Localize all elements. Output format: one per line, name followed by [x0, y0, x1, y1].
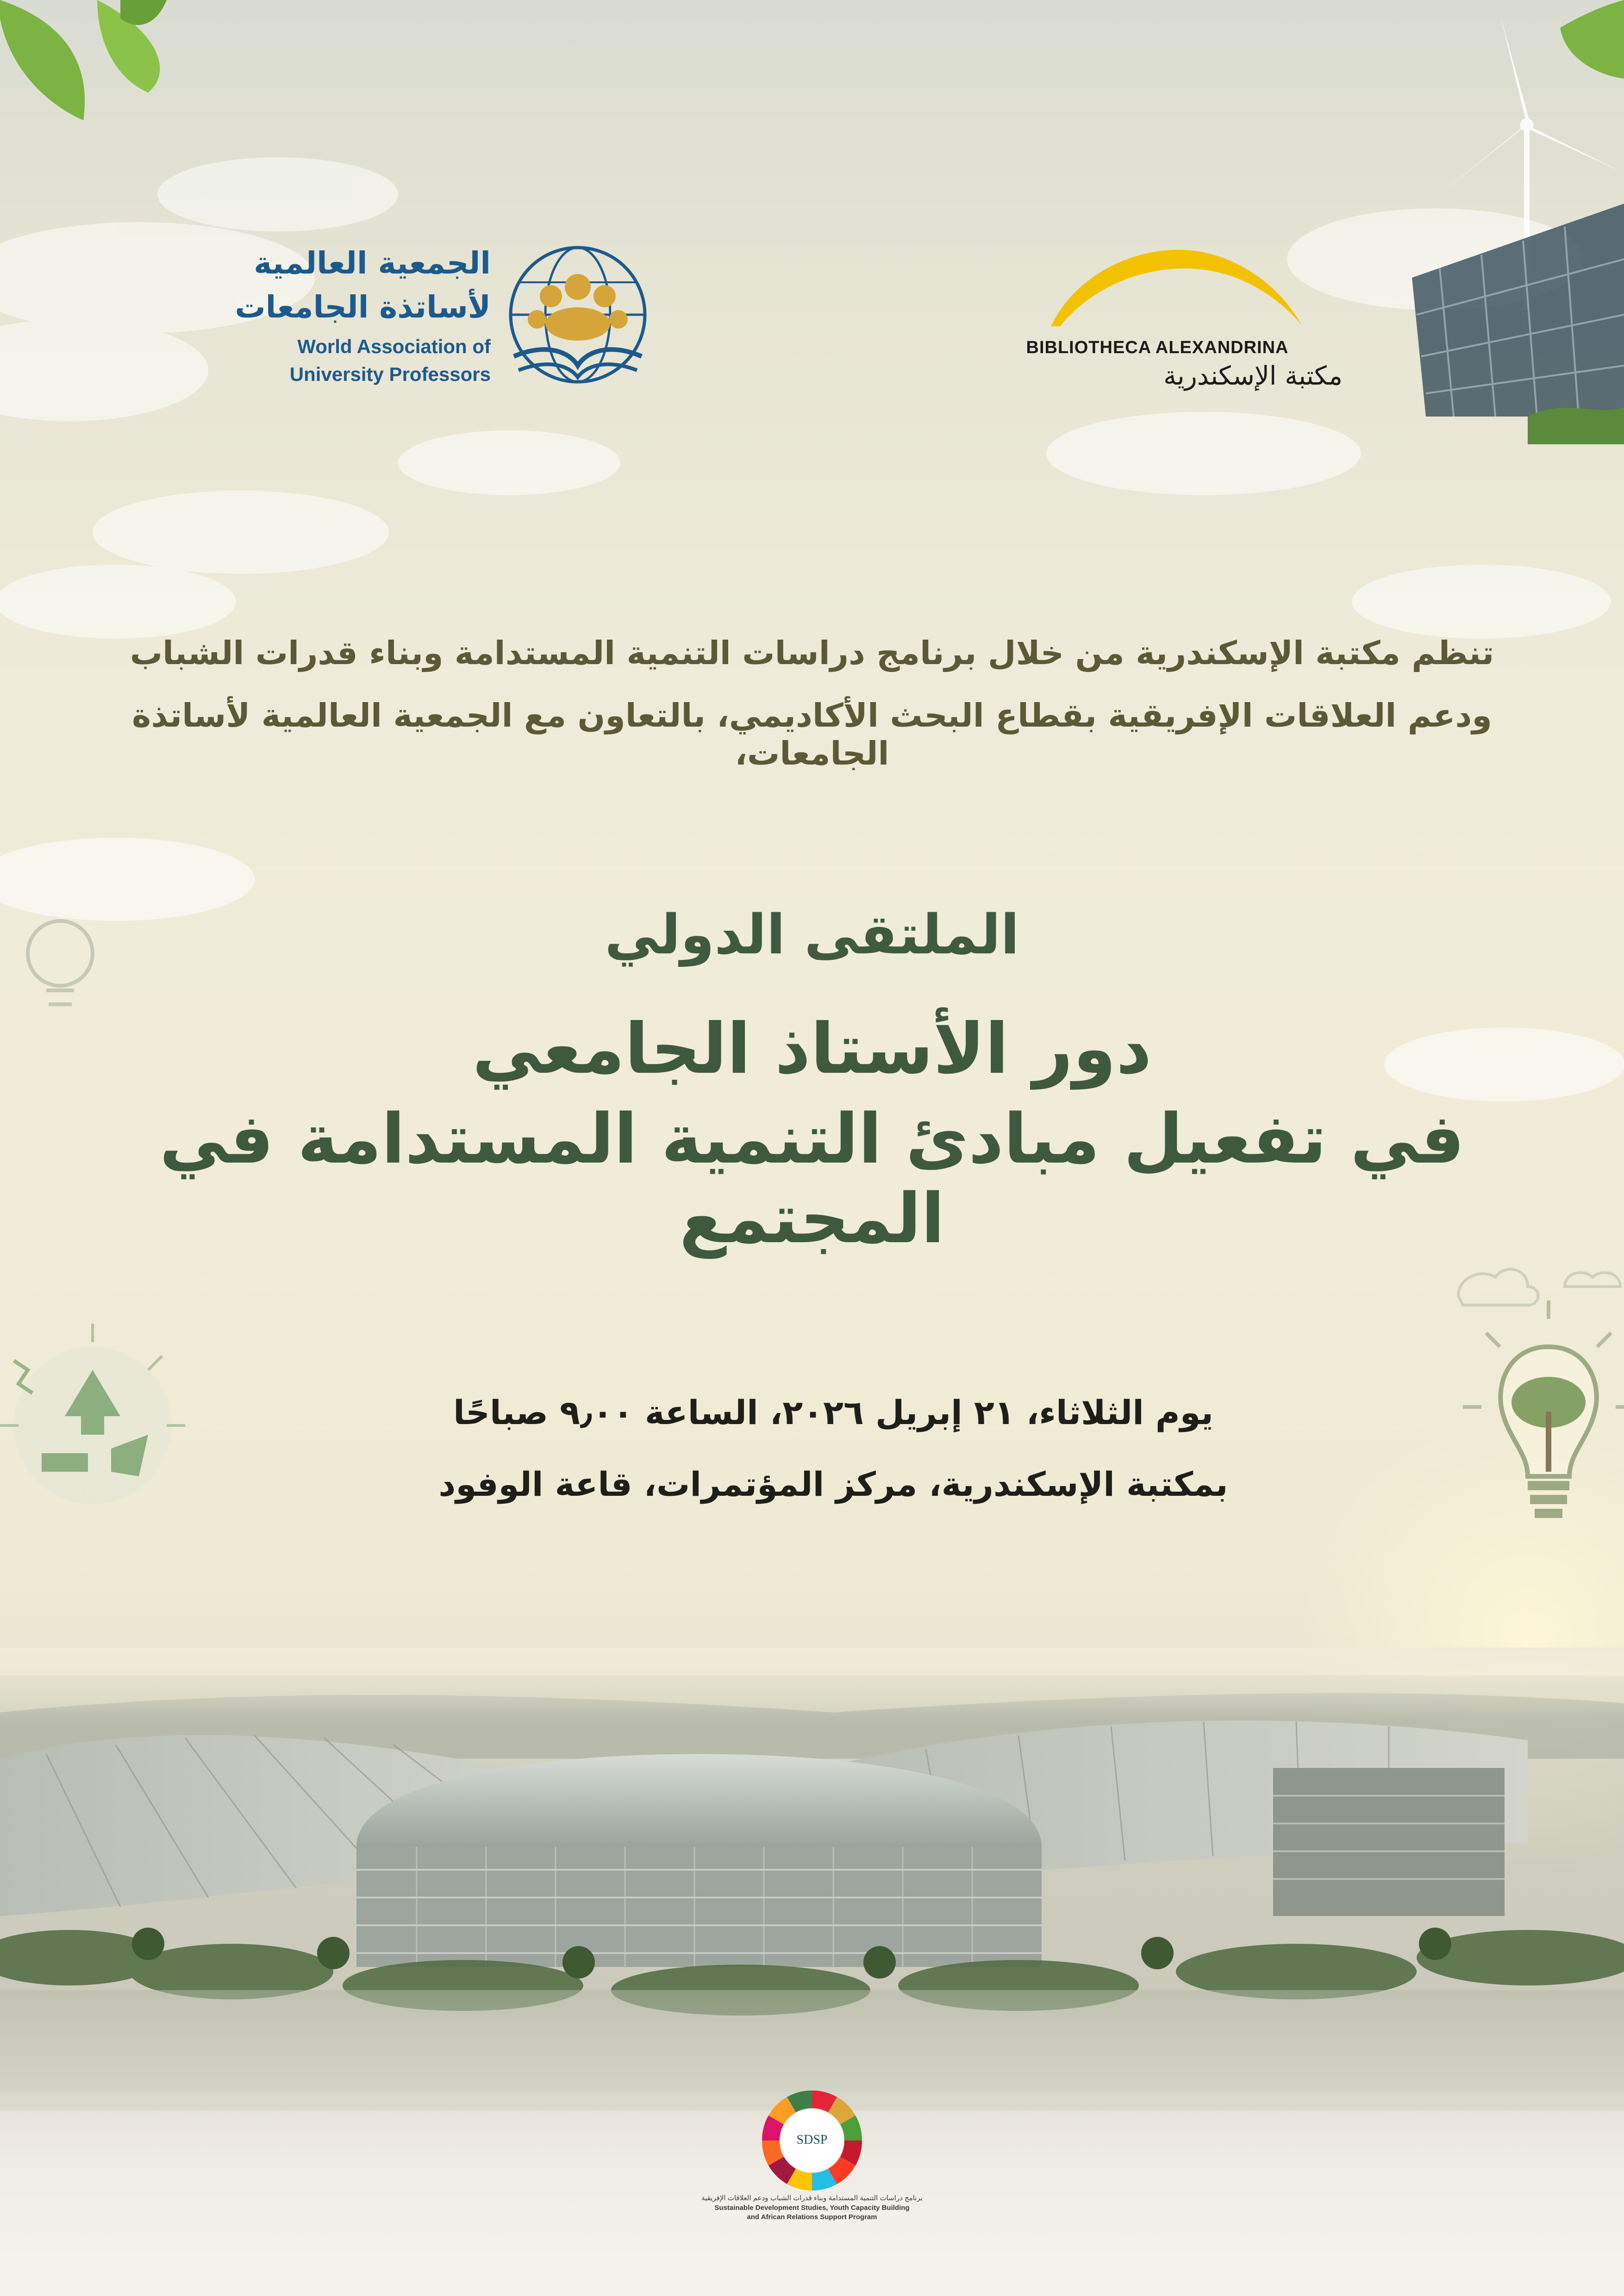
world-association-english-line2: University Professors — [289, 363, 491, 385]
sdsp-abbreviation: SDSP — [796, 2133, 828, 2147]
intro-line-1: تنظم مكتبة الإسكندرية من خلال برنامج دراسات التنمية المستدامة وبناء قدرات الشباب — [130, 634, 1494, 672]
event-title-line-2: في تفعيل مبادئ التنمية المستدامة في المجتمع — [159, 1099, 1465, 1258]
event-venue: بمكتبة الإسكندرية، مركز المؤتمرات، قاعة الوفود — [438, 1465, 1228, 1504]
intro-line-2: ودعم العلاقات الإفريقية بقطاع البحث الأكاديمي، بالتعاون مع الجمعية العالمية لأساتذة الجامعات، — [132, 697, 1492, 772]
event-title-line-1: دور الأستاذ الجامعي — [472, 1009, 1152, 1089]
bibliotheca-english-name: BIBLIOTHECA ALEXANDRINA — [1026, 338, 1289, 357]
bibliotheca-arabic-name: مكتبة الإسكندرية — [1163, 361, 1343, 391]
world-association-english-line1: World Association of — [297, 336, 491, 357]
event-forum-label: الملتقى الدولي — [605, 902, 1019, 966]
recycle-icon — [0, 1324, 185, 1504]
world-association-arabic-line1: الجمعية العالمية — [254, 245, 491, 281]
sdsp-arabic-caption: برنامج دراسات التنمية المستدامة وبناء قدرات الشباب ودعم العلاقات الإفريقية — [701, 2194, 923, 2202]
leaf-icon — [1560, 0, 1624, 79]
globe-people-book-icon — [511, 248, 645, 382]
leaf-icon — [0, 0, 167, 120]
sdsp-english-line2: and African Relations Support Program — [747, 2213, 877, 2221]
yellow-arc-icon — [1051, 250, 1301, 326]
world-association-arabic-line2: لأساتذة الجامعات — [235, 289, 491, 325]
clouds — [1458, 1269, 1620, 1305]
sdsp-english-line1: Sustainable Development Studies, Youth Capacity Building — [714, 2204, 910, 2212]
event-date-time: يوم الثلاثاء، ٢١ إبريل ٢٠٢٦، الساعة ٩٫٠٠ صباحًا — [453, 1393, 1213, 1432]
lightbulb-icon — [28, 921, 93, 1004]
